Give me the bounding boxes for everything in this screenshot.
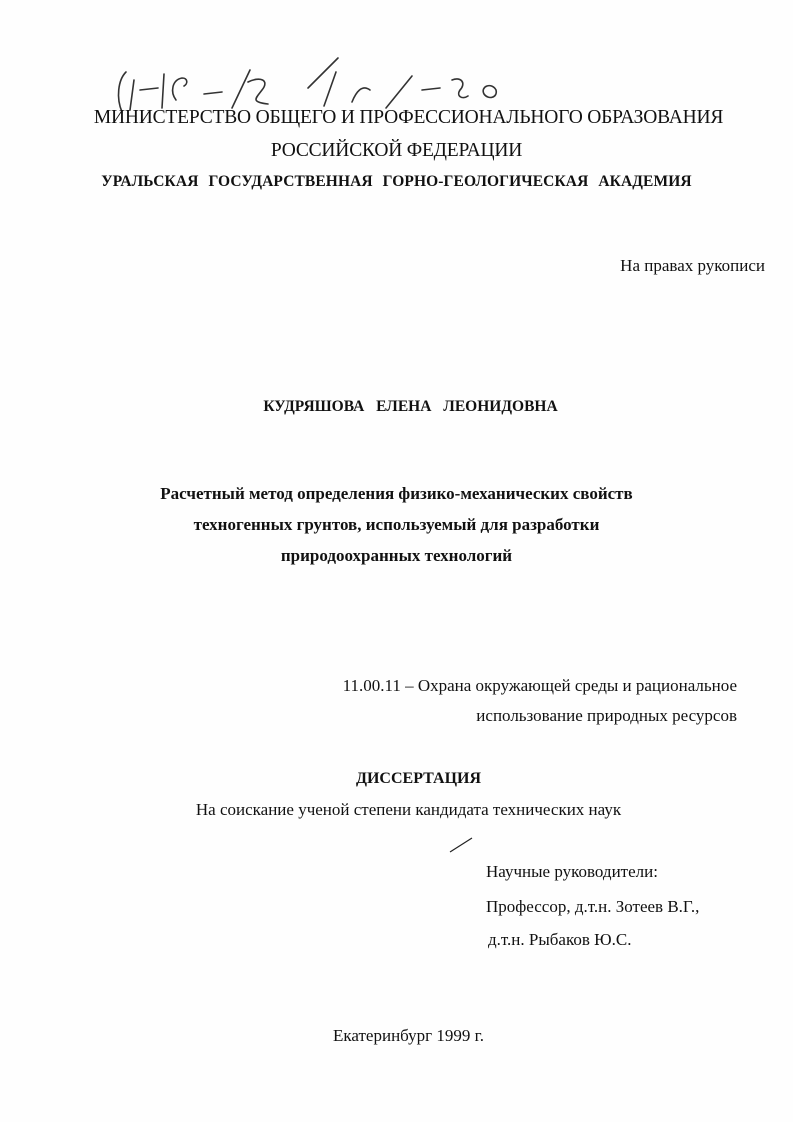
title-line-2: техногенных грунтов, используемый для разработки <box>193 515 600 534</box>
manuscript-rights-note: На правах рукописи <box>620 256 765 275</box>
pen-stroke-mark <box>448 836 474 854</box>
title-line-1: Расчетный метод определения физико-механических свойств <box>160 484 633 503</box>
specialty-description-line: использование природных ресурсов <box>476 706 737 725</box>
supervisors-heading: Научные руководители: <box>486 862 658 881</box>
city-year: Екатеринбург 1999 г. <box>333 1026 484 1045</box>
degree-line: На соискание ученой степени кандидата технических наук <box>195 800 622 819</box>
supervisor-2: д.т.н. Рыбаков Ю.С. <box>488 930 632 949</box>
dissertation-label: ДИССЕРТАЦИЯ <box>355 770 482 787</box>
title-line-3: природоохранных технологий <box>280 546 513 565</box>
specialty-code-line: 11.00.11 – Охрана окружающей среды и рациональное <box>342 676 737 695</box>
ministry-heading: МИНИСТЕРСТВО ОБЩЕГО И ПРОФЕССИОНАЛЬНОГО ОБРАЗОВАНИЯ <box>93 107 724 128</box>
supervisor-1: Профессор, д.т.н. Зотеев В.Г., <box>486 897 700 916</box>
federation-heading: РОССИЙСКОЙ ФЕДЕРАЦИИ <box>270 140 523 161</box>
academy-heading: УРАЛЬСКАЯ ГОСУДАРСТВЕННАЯ ГОРНО-ГЕОЛОГИЧЕСКАЯ АКАДЕМИЯ <box>101 173 692 190</box>
author-name: КУДРЯШОВА ЕЛЕНА ЛЕОНИДОВНА <box>263 398 558 415</box>
